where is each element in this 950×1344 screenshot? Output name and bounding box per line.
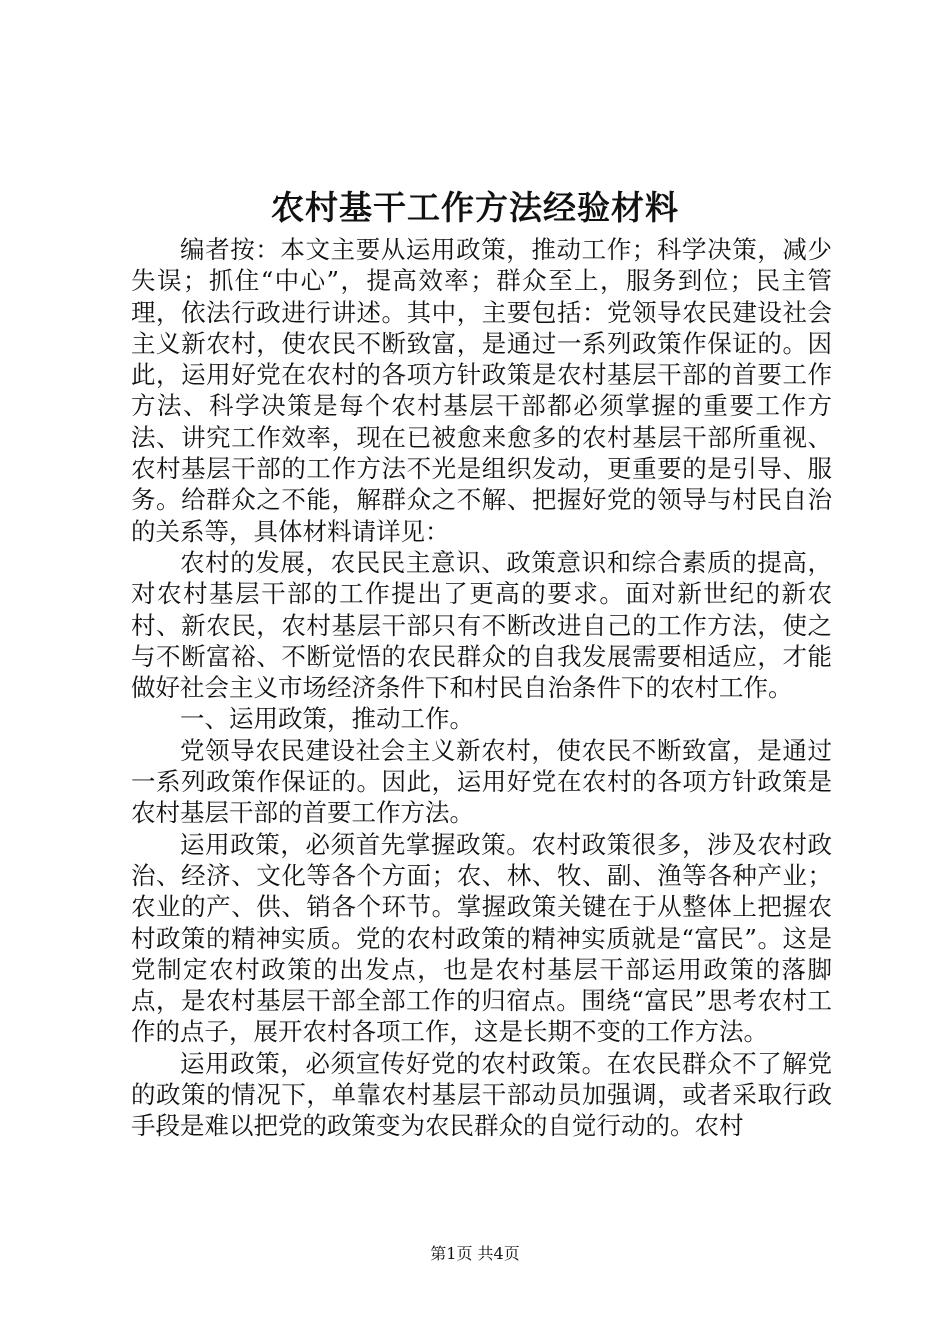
paragraph-section-1c: 运用政策，必须宣传好党的农村政策。在农民群众不了解党的政策的情况下，单靠农村基层干部动员加强调，或者采取行政手段是难以把党的政策变为农民群众的自觉行动的。农村 <box>131 1048 832 1141</box>
paragraph-intro: 农村的发展，农民民主意识、政策意识和综合素质的提高，对农村基层干部的工作提出了更高的要求。面对新世纪的新农村、新农民，农村基层干部只有不断改进自己的工作方法，使之与不断富裕、不断觉悟的农民群众的自我发展需要相适应，才能做好社会主义市场经济条件下和村民自治条件下的农村工作。 <box>131 547 832 703</box>
section-heading-1: 一、运用政策，推动工作。 <box>180 704 474 734</box>
document-title: 农村基干工作方法经验材料 <box>271 188 679 227</box>
document-body <box>131 234 832 1142</box>
paragraph-editor-note: 编者按：本文主要从运用政策，推动工作；科学决策，减少失误；抓住“中心”，提高效率；群众至上，服务到位；民主管理，依法行政进行讲述。其中，主要包括：党领导农民建设社会主义新农村，使农民不断致富，是通过一系列政策作保证的。因此，运用好党在农村的各项方针政策是农村基层干部的首要工作方法、科学决策是每个农村基层干部都必须掌握的重要工作方法、讲究工作效率，现在已被愈来愈多的农村基层干部所重视、农村基层干部的工作方法不光是组织发动，更重要的是引导、服务。给群众之不能，解群众之不解、把握好党的领导与村民自治的关系等，具体材料请详见： <box>131 235 832 546</box>
paragraph-section-1a: 党领导农民建设社会主义新农村，使农民不断致富，是通过一系列政策作保证的。因此，运用好党在农村的各项方针政策是农村基层干部的首要工作方法。 <box>131 735 832 828</box>
page-footer: 第1页 共4页 <box>430 1244 520 1263</box>
paragraph-section-1b: 运用政策，必须首先掌握政策。农村政策很多，涉及农村政治、经济、文化等各个方面；农、林、牧、副、渔等各种产业；农业的产、供、销各个环节。掌握政策关键在于从整体上把握农村政策的精神实质。党的农村政策的精神实质就是“富民”。这是党制定农村政策的出发点，也是农村基层干部运用政策的落脚点，是农村基层干部全部工作的归宿点。围绕“富民”思考农村工作的点子，展开农村各项工作，这是长期不变的工作方法。 <box>131 829 832 1047</box>
